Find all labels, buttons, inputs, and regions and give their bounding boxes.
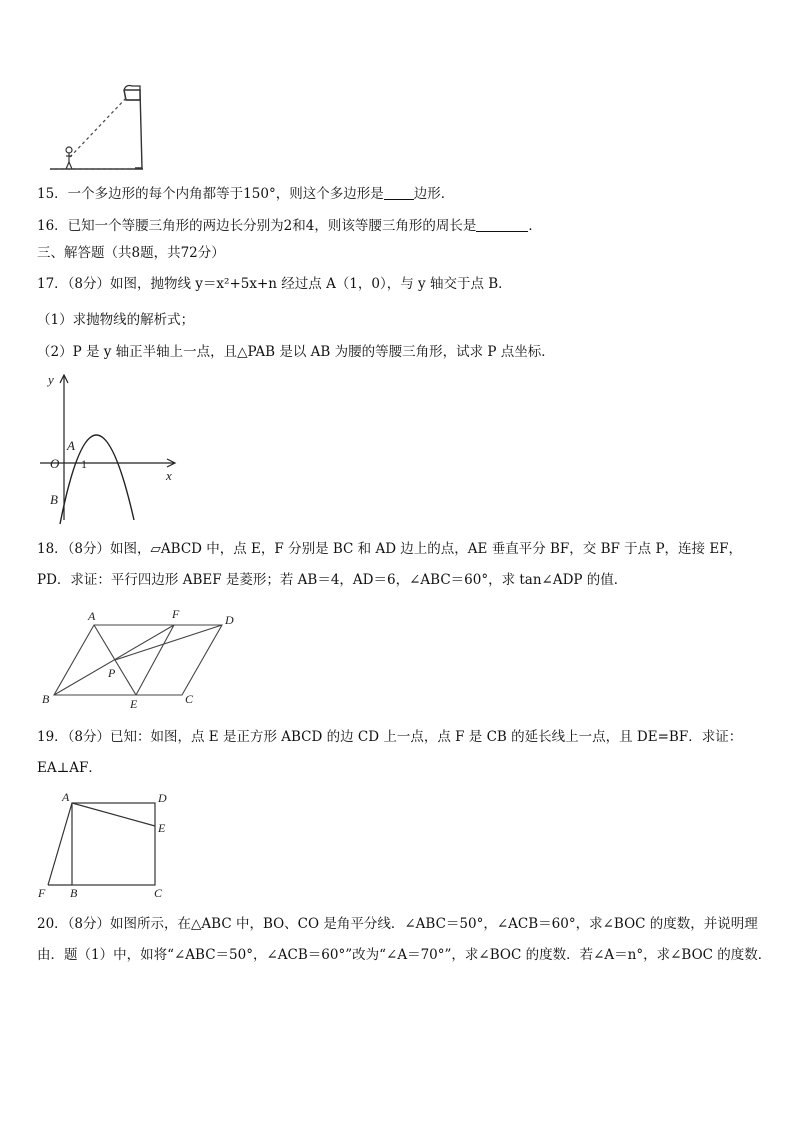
person-icon: [66, 147, 72, 169]
label-F: F: [172, 607, 180, 621]
segment-AE: [72, 803, 155, 826]
tower-outline: [124, 90, 142, 168]
q20-line1: 20．（8分）如图所示，在△ABC 中，BO、CO 是角平分线．∠ABC＝50°，∠ACB＝60°，求∠BOC 的度数，并说明理: [37, 916, 758, 932]
q15-after: 边形．: [413, 186, 455, 202]
label-B: B: [42, 692, 50, 706]
section-heading: 三、解答题（共8题，共72分）: [37, 245, 225, 261]
q19-line2: EA⊥AF．: [37, 760, 102, 776]
q19-line1: 19．（8分）已知：如图，点 E 是正方形 ABCD 的边 CD 上一点，点 F 是 CB 的延长线上一点，且 DE=BF．求证：: [37, 729, 743, 745]
q16-text: 16．已知一个等腰三角形的两边长分别为2和4，则该等腰三角形的周长是: [37, 218, 477, 234]
label-A: A: [67, 438, 75, 453]
q18-line1: 18．（8分）如图，▱ABCD 中，点 E，F 分别是 BC 和 AD 边上的点，AE 垂直平分 BF，交 BF 于点 P，连接 EF，: [37, 541, 743, 557]
segment-AF: [48, 803, 72, 885]
tower-shadow-figure: [40, 82, 150, 174]
q17-part2: （2）P 是 y 轴正半轴上一点，且△PAB 是以 AB 为腰的等腰三角形，试求 P 点坐标．: [37, 344, 555, 360]
label-D: D: [158, 791, 167, 805]
sight-line: [70, 96, 128, 157]
segment-PD: [115, 625, 222, 660]
segment-BF: [54, 625, 174, 695]
question-16: [37, 217, 542, 235]
label-C: C: [154, 886, 163, 900]
label-F: F: [38, 886, 46, 900]
label-O: O: [50, 456, 60, 471]
label-B: B: [70, 886, 78, 900]
label-1: 1: [81, 457, 87, 471]
label-P: P: [108, 666, 116, 680]
label-y: y: [48, 372, 54, 387]
q20-line2: 由．题（1）中，如将“∠ABC＝50°，∠ACB＝60°”改为“∠A＝70°”，求∠BOC 的度数．若∠A＝n°，求∠BOC 的度数．: [37, 947, 772, 963]
label-A: A: [62, 790, 70, 804]
q16-after: ．: [528, 218, 542, 234]
q18-line2: PD．求证：平行四边形 ABEF 是菱形；若 AB＝4，AD＝6，∠ABC＝60°，求 tan∠ADP 的值．: [37, 572, 628, 588]
q19-square-figure: [34, 788, 184, 900]
parallelogram-ABCD: [54, 625, 222, 695]
question-15: [37, 185, 454, 203]
q16-blank: [476, 219, 528, 232]
label-E: E: [130, 697, 138, 710]
label-E: E: [158, 821, 166, 835]
q18-parallelogram-figure: [36, 605, 246, 710]
q17-line1: 17．（8分）如图，抛物线 y＝x²+5x+n 经过点 A（1，0），与 y 轴交于点 B．: [37, 276, 512, 292]
label-D: D: [225, 613, 234, 627]
label-C: C: [185, 692, 194, 706]
square-ABCD: [72, 803, 155, 885]
label-A: A: [88, 609, 96, 623]
q17-part1: （1）求抛物线的解析式；: [37, 312, 195, 328]
q15-text: 15．一个多边形的每个内角都等于150°，则这个多边形是: [37, 186, 384, 202]
tower-top-shape: [124, 86, 140, 101]
q17-parabola-figure: [38, 370, 178, 525]
label-B: B: [50, 492, 58, 507]
label-x: x: [166, 468, 172, 483]
q15-blank: [384, 187, 414, 200]
